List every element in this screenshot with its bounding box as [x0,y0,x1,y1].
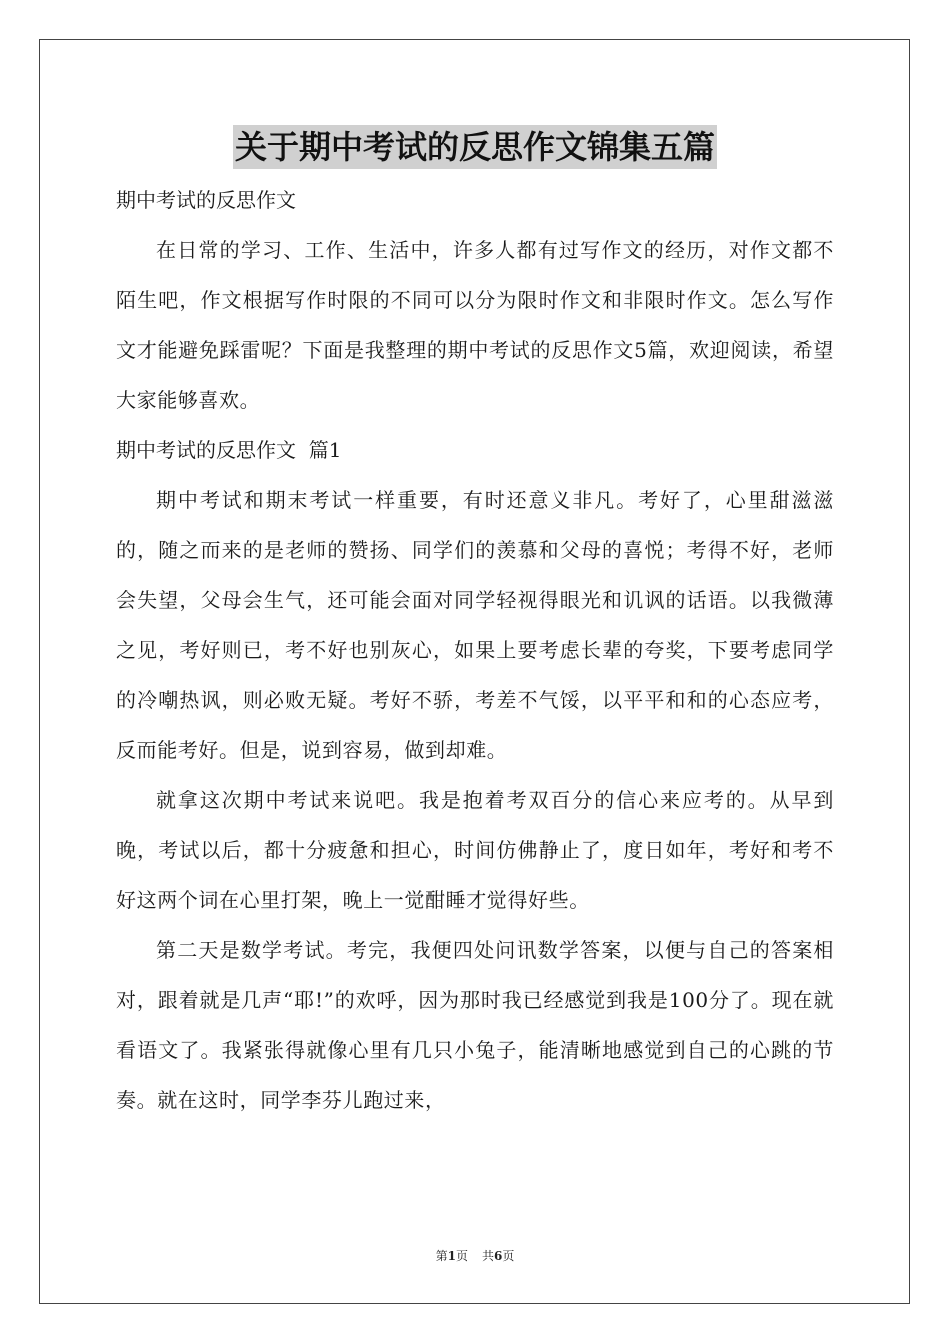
section-heading: 期中考试的反思作文 篇1 [116,438,342,462]
document-title: 关于期中考试的反思作文锦集五篇 [233,125,717,169]
page-prefix: 第 [435,1249,448,1263]
body-paragraph: 第二天是数学考试。考完，我便四处问讯数学答案，以便与自己的答案相对，跟着就是几声“耶!”的欢呼，因为那时我已经感觉到我是100分了。现在就看语文了。我紧张得就像心里有几只小兔子，能清晰地感觉到自己的心跳的节奏。就在这时，同学李芬儿跑过来， [116,938,834,1112]
title-wrap [116,125,834,171]
section-heading: 期中考试的反思作文 [116,188,296,212]
total-prefix: 共 [482,1249,495,1263]
page-number: 1 [447,1249,456,1263]
total-pages: 6 [494,1249,503,1263]
body-paragraph: 期中考试和期末考试一样重要，有时还意义非凡。考好了，心里甜滋滋的，随之而来的是老师的赞扬、同学们的羡慕和父母的喜悦；考得不好，老师会失望，父母会生气，还可能会面对同学轻视得眼光和讥讽的话语。以我微薄之见，考好则已，考不好也别灰心，如果上要考虑长辈的夸奖，下要考虑同学的冷嘲热讽，则必败无疑。考好不骄，考差不气馁，以平平和和的心态应考，反而能考好。但是，说到容易，做到却难。 [116,488,834,762]
body-paragraph: 就拿这次期中考试来说吧。我是抱着考双百分的信心来应考的。从早到晚，考试以后，都十分疲惫和担心，时间仿佛静止了，度日如年，考好和考不好这两个词在心里打架，晚上一觉酣睡才觉得好些。 [116,788,834,912]
page-suffix: 页 [455,1249,468,1263]
document-body [116,125,834,1125]
intro-paragraph: 在日常的学习、工作、生活中，许多人都有过写作文的经历，对作文都不陌生吧，作文根据写作时限的不同可以分为限时作文和非限时作文。怎么写作文才能避免踩雷呢？下面是我整理的期中考试的反思作文5篇，欢迎阅读，希望大家能够喜欢。 [116,238,834,412]
page-footer [0,1247,950,1264]
total-suffix: 页 [502,1249,515,1263]
